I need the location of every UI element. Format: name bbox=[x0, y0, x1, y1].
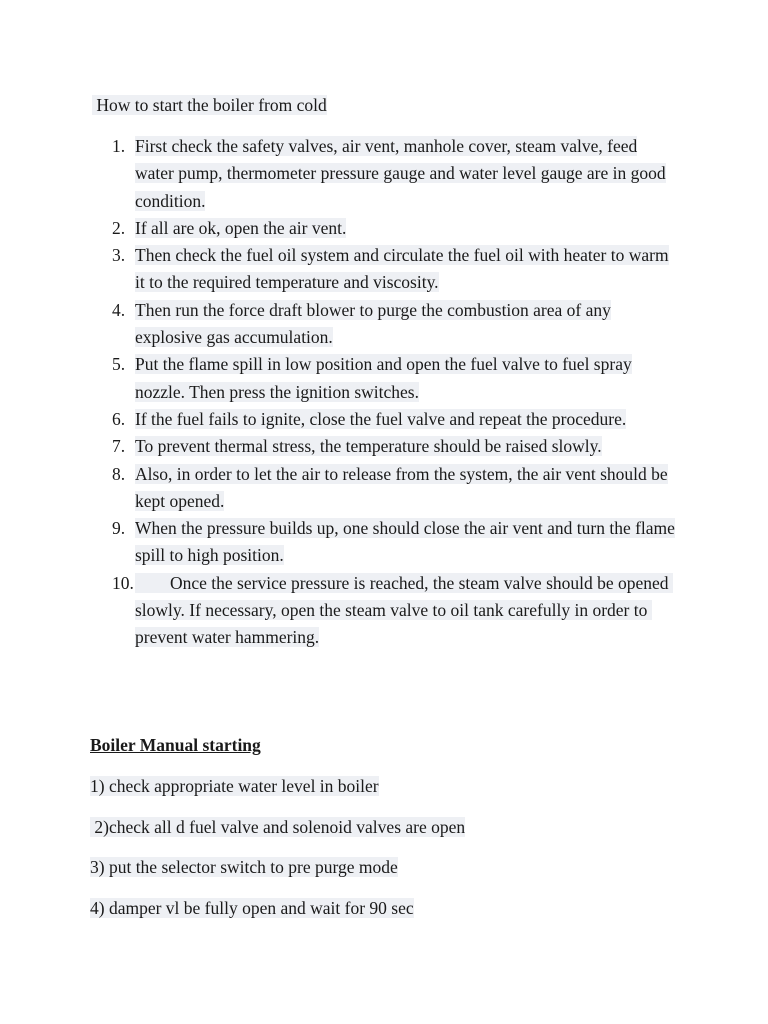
list-item-text: Once the service pressure is reached, the steam valve should be opened slowly. If necessary, open the steam valve to oil tank carefully in order to prevent water hammering. bbox=[135, 572, 673, 648]
list-item bbox=[0, 433, 680, 460]
list-item-number: 8. bbox=[112, 463, 126, 484]
manual-step-text: 3) put the selector switch to pre purge mode bbox=[90, 857, 398, 877]
list-item-number: 7. bbox=[112, 436, 126, 457]
manual-step-text: 2)check all d fuel valve and solenoid valves are open bbox=[90, 817, 466, 837]
manual-starting-heading: Boiler Manual starting bbox=[90, 735, 261, 755]
list-item-text: First check the safety valves, air vent, manhole cover, steam valve, feed water pump, thermometer pressure gauge and water level gauge are in good condition. bbox=[135, 136, 666, 211]
list-item bbox=[0, 515, 680, 570]
list-item-number: 3. bbox=[112, 245, 126, 266]
list-item-text: Put the flame spill in low position and open the fuel valve to fuel spray nozzle. Then press the ignition switches. bbox=[135, 354, 632, 402]
list-item bbox=[0, 351, 680, 406]
list-item-number: 4. bbox=[112, 299, 126, 320]
list-item-number: 2. bbox=[112, 217, 126, 238]
list-item bbox=[0, 215, 680, 242]
list-item-number: 5. bbox=[112, 354, 126, 375]
manual-step bbox=[90, 775, 379, 797]
list-item bbox=[0, 570, 680, 652]
list-item-number: 10. bbox=[112, 572, 134, 593]
list-item bbox=[0, 133, 680, 215]
list-item-text: Then run the force draft blower to purge the combustion area of any explosive gas accumulation. bbox=[135, 299, 611, 348]
list-item bbox=[0, 461, 680, 516]
manual-step bbox=[90, 816, 465, 838]
list-item bbox=[0, 297, 680, 352]
list-item-number: 6. bbox=[112, 408, 126, 429]
list-item-text: If the fuel fails to ignite, close the fuel valve and repeat the procedure. bbox=[135, 408, 627, 429]
list-item bbox=[0, 406, 680, 433]
list-item bbox=[0, 242, 680, 297]
list-item-number: 1. bbox=[112, 136, 126, 156]
list-item-text: Then check the fuel oil system and circulate the fuel oil with heater to warm it to the required temperature and viscosity. bbox=[135, 245, 669, 293]
list-item-number: 9. bbox=[112, 518, 126, 539]
list-item-text: If all are ok, open the air vent. bbox=[135, 217, 347, 238]
list-item-text: When the pressure builds up, one should close the air vent and turn the flame spill to high position. bbox=[135, 518, 675, 566]
cold-start-steps-list bbox=[0, 133, 768, 652]
list-item-text: Also, in order to let the air to release from the system, the air vent should be kept opened. bbox=[135, 463, 668, 511]
manual-step-text: 1) check appropriate water level in boiler bbox=[90, 776, 379, 796]
manual-step bbox=[90, 856, 398, 878]
manual-step bbox=[90, 897, 414, 919]
page-heading-text: How to start the boiler from cold bbox=[92, 95, 327, 115]
list-item-text: To prevent thermal stress, the temperature should be raised slowly. bbox=[135, 436, 602, 457]
manual-step-text: 4) damper vl be fully open and wait for 90 sec bbox=[90, 898, 414, 918]
page-heading bbox=[92, 94, 327, 116]
